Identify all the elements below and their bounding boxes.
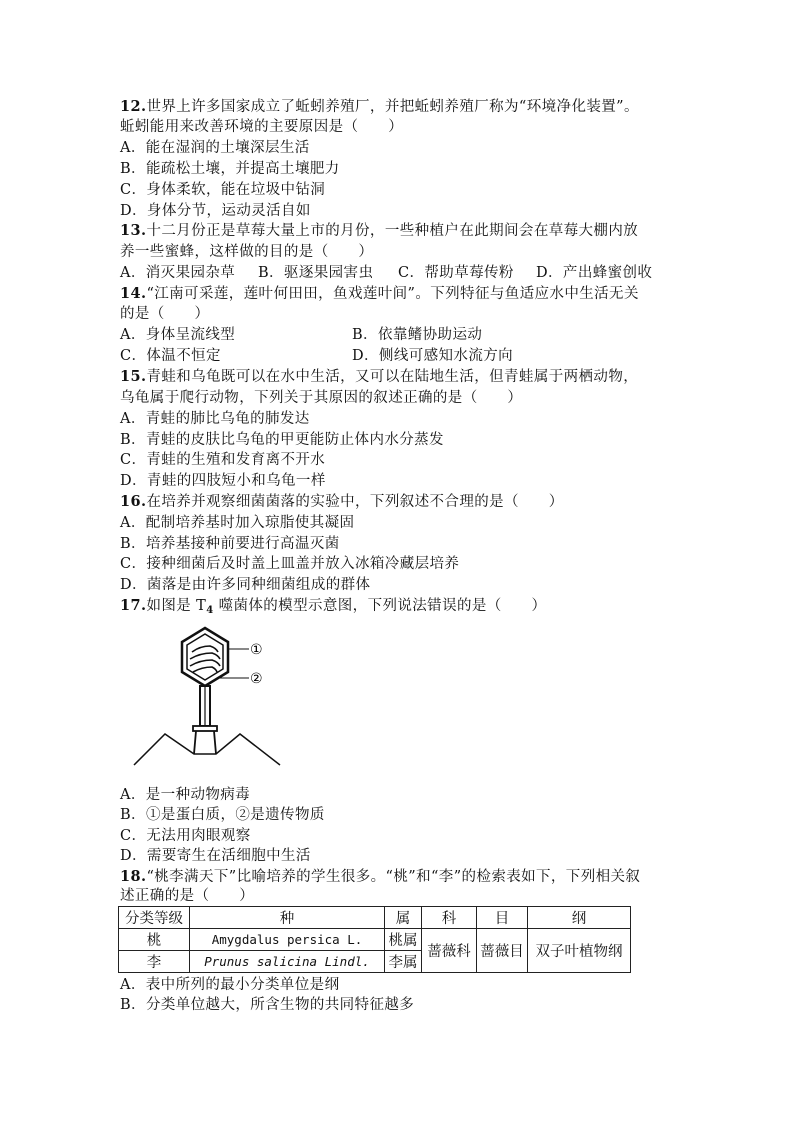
table-header: 属 [385,907,422,929]
q14-option-a: A．身体呈流线型 [120,327,236,343]
table-header: 种 [190,907,385,929]
q12-option-d: D．身体分节，运动灵活自如 [120,203,311,219]
table-header-row [119,907,631,929]
q15-option-a: A．青蛙的肺比乌龟的肺发达 [120,411,310,427]
q13-option-a: A．消灭果园杂草 [120,265,236,281]
q16-option-c: C．接种细菌后及时盖上皿盖并放入冰箱冷藏层培养 [120,556,460,572]
question-14-stem-cont: 的是（ ） [120,306,210,322]
table-cell: 李 [119,951,190,973]
q18-option-a: A．表中所列的最小分类单位是纲 [120,977,340,993]
q13-option-b: B．驱逐果园害虫 [258,265,374,281]
question-12-stem: 12.世界上许多国家成立了蚯蚓养殖厂，并把蚯蚓养殖厂称为“环境净化装置”。 [120,98,639,115]
phage-tail-fiber-right [214,731,216,754]
table-cell: 桃 [119,929,190,951]
q13-option-c: C．帮助草莓传粉 [398,265,514,281]
q15-option-c: C．青蛙的生殖和发育离不开水 [120,452,326,468]
table-cell: Amygdalus persica L. [190,929,385,951]
q12-option-a: A．能在湿润的土壤深层生活 [120,140,310,156]
table-cell: 李属 [385,951,422,973]
q16-option-a: A．配制培养基时加入琼脂使其凝固 [120,515,355,531]
q16-option-b: B．培养基接种前要进行高温灭菌 [120,536,340,552]
phage-tail-fiber-left [194,731,196,754]
question-12-stem-cont: 蚯蚓能用来改善环境的主要原因是（ ） [120,119,404,135]
q13-option-d: D．产出蜂蜜创收 [536,265,653,281]
table-cell: 蔷薇目 [477,929,528,973]
table-header: 目 [477,907,528,929]
q18-option-b: B．分类单位越大，所含生物的共同特征越多 [120,997,415,1013]
host-cell-surface [134,734,280,765]
question-13-stem: 13.十二月份正是草莓大量上市的月份，一些种植户在此期间会在草莓大棚内放 [120,222,639,239]
table-cell: 桃属 [385,929,422,951]
q17-option-b: B．①是蛋白质，②是遗传物质 [120,807,325,823]
q14-option-c: C．体温不恒定 [120,348,221,364]
question-15-stem: 15.青蛙和乌龟既可以在水中生活，又可以在陆地生活，但青蛙属于两栖动物， [120,368,639,385]
q14-option-d: D．侧线可感知水流方向 [352,348,514,364]
question-14-stem: 14.“江南可采莲，莲叶何田田，鱼戏莲叶间”。下列特征与鱼适应水中生活无关 [120,285,639,302]
table-row [119,929,631,951]
table-header: 分类等级 [119,907,190,929]
q17-option-a: A．是一种动物病毒 [120,787,251,803]
q12-option-b: B．能疏松土壤，并提高土壤肥力 [120,161,340,177]
q17-option-d: D．需要寄生在活细胞中生活 [120,848,311,864]
classification-table [118,906,631,973]
question-18-stem: 18.“桃李满天下”比喻培养的学生很多。“桃”和“李”的检索表如下，下列相关叙 [120,868,641,885]
table-header: 科 [422,907,477,929]
question-16-stem: 16.在培养并观察细菌菌落的实验中，下列叙述不合理的是（ ） [120,493,564,510]
question-17-stem: 17.如图是 $T_4$ 噬菌体的模型示意图，下列说法错误的是（ ） [120,597,547,616]
label-1: ① [250,642,263,658]
question-13-stem-cont: 养一些蜜蜂，这样做的目的是（ ） [120,244,374,260]
q16-option-d: D．菌落是由许多同种细菌组成的群体 [120,577,371,593]
q15-option-b: B．青蛙的皮肤比乌龟的甲更能防止体内水分蒸发 [120,432,444,448]
table-header: 纲 [528,907,631,929]
label-2: ② [250,671,263,687]
bacteriophage-diagram [130,622,290,770]
q17-option-c: C．无法用肉眼观察 [120,828,251,844]
question-18-stem-cont: 述正确的是（ ） [120,888,255,904]
phage-base-plate [193,726,217,731]
question-15-stem-cont: 乌龟属于爬行动物，下列关于其原因的叙述正确的是（ ） [120,390,523,406]
table-cell: Prunus salicina Lindl. [190,951,385,973]
q15-option-d: D．青蛙的四肢短小和乌龟一样 [120,473,326,489]
q14-option-b: B．依靠鳍协助运动 [352,327,483,343]
table-cell: 蔷薇科 [422,929,477,973]
q12-option-c: C．身体柔软，能在垃圾中钻洞 [120,182,326,198]
table-cell: 双子叶植物纲 [528,929,631,973]
